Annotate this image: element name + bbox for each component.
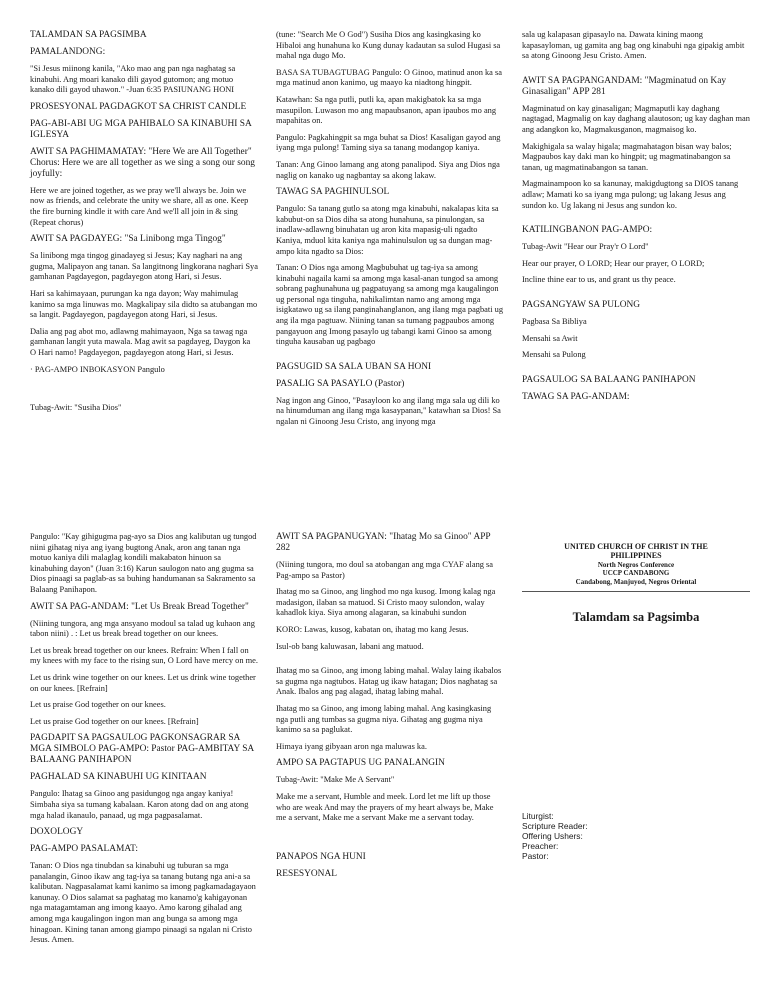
- paghinulsol-tanan: Tanan: O Dios nga among Magbubuhat ug tag-iya sa among kinabuhi nagaila kami sa among mga kasal-anan tungod sa among sobrang paghunahuna ug pagpatuyang sa among mga kaugalingon ug personal nga tinguha, nahikalimtan namo ang among mga isigkatawo ug sa ilang panginahanglanon, ang ilang mga pagbati ug ang ila mga pagtuaw. Niining tanan sa tumang pagpaubos among pangayuon ang Imong pasaylo ug tabangi kami Ginoo sa among tinguha kausaban ug pagbago: [276, 263, 504, 347]
- church-name-line2: PHILIPPINES: [610, 551, 662, 561]
- awit-pagdayeg-heading: AWIT SA PAGDAYEG: "Sa Linibong mga Tingog": [30, 234, 226, 245]
- doxology-heading: DOXOLOGY: [30, 827, 84, 838]
- pagdayeg-verse-1: Sa linibong mga tingog ginadayeg si Jesus; Kay naghari na ang gugma, Malipayon ang tanan. Sa langitnong lingkorana naghari Sya gamhanan Pagdayegon, pagdayegon atong Hari, si Jesus.: [30, 251, 258, 282]
- awit-pagandam-heading: AWIT SA PAG-ANDAM: "Let Us Break Bread Together": [30, 601, 249, 612]
- role-pastor: Pastor:: [522, 850, 549, 861]
- pagsaulog-heading: PAGSAULOG SA BALAANG PANIHAPON: [522, 374, 696, 385]
- pasalig-text: Nag ingon ang Ginoo, "Pasayloon ko ang ilang mga sala ug dili ko na hinumduman ang ilang mga kasaypanan," katawhan sa Dios! Sa ngalan ni Ginoong Jesu Cristo, ang inyong mga: [276, 395, 501, 427]
- ampo-heading: AMPO SA PAGTAPUS UG PANALANGIN: [276, 758, 445, 769]
- break-bread-verse-2: Let us drink wine together on our knees. Let us drink wine together on our knees. [Refrain]: [30, 672, 256, 693]
- paghalad-text: Pangulo: Ihatag sa Ginoo ang pasidungog nga angay kaniya! Simbaha siya sa tumang kabalaan. Karon atong dad on ang atong mga halad ikanaulo, panaad, ug mga pagpasalamat.: [30, 789, 249, 820]
- roles-list: [522, 811, 750, 861]
- katilingbanon-tubag: Tubag-Awit "Hear our Pray'r O Lord": [522, 242, 649, 252]
- paghinulsol-pangulo: Pangulo: Sa tanang gutlo sa atong mga kinabuhi, nakalapas kita sa kabubut-on sa Dios diha sa atong hunahuna, sa pinulongan, sa inadlaw-adlawng binuhatan ug aron kita mapasig-uli ngadto Kaniya, mduol kita kaniya nga mahinulsulon ug sa dungan mag-ampo kita ngadto sa Dios:: [276, 204, 499, 256]
- pagpangandam-verse-2: Makighigala sa walay higala; magmahatagon bisan way balos; Magpaubos kay daki man ko hingpit; ug magmatinabangon sa tanan, ug magmatinabangon sa tanan.: [522, 141, 732, 172]
- niining-tungora-text: (Niining tungora, ang mga ansyano modoul sa talad ug kuhaon ang tabon niini) . : Let us break bread together on our knees.: [30, 618, 255, 639]
- church-address: Candabong, Manjuyod, Negros Oriental: [575, 577, 697, 586]
- servant-text: Make me a servant, Humble and meek. Lord let me lift up those who are weak And may the prayers of my heart always be, Make me a servant, Make me a servant Make me a servant today.: [276, 791, 494, 823]
- pagsugid-heading: PAGSUGID SA SALA UBAN SA HONI: [276, 361, 432, 372]
- church-name-line1: UNITED CHURCH OF CHRIST IN THE: [564, 542, 708, 551]
- pagpangandam-heading: AWIT SA PAGPANGANDAM: "Magminatud on Kay Ginasaligan" APP 281: [522, 75, 727, 97]
- hear-our-prayer: Hear our prayer, O LORD; Hear our prayer, O LORD;: [522, 258, 705, 268]
- katilingbanon-heading: KATILINGBANON PAG-AMPO:: [522, 225, 653, 236]
- pangulo-text: Pangulo: Pagkahingpit sa mga buhat sa Dios! Kasaligan gayod ang iyang mga pulong! Taming siya sa tanang modangop kaniya.: [276, 132, 501, 153]
- role-offering-ushers: Offering Ushers:: [522, 830, 583, 841]
- katawhan-text: Katawhan: Sa nga putli, putli ka, apan makigbatok ka sa mga masupilon. Luwason mo ang mapaubsanon, apan ipaubos mo ang mapahitas on.: [276, 94, 497, 126]
- pagpangandam-verse-1: Magminatud on kay ginasaligan; Magmaputli kay daghang nagtagad, Magmalig on kay daghang alautoson; ug kay daghan man ang adangkon ko, Magmakusganon, magmaisog ko.: [522, 103, 750, 134]
- himaya-line: Himaya iyang gibyaan aron nga maluwas ka.: [276, 741, 427, 751]
- local-church-name: UCCP CANDABONG: [602, 569, 670, 578]
- awit-paghimamatay-text: Here we are joined together, as we pray we'll always be. Join we now as friends, and celebrate the unity we share, all as one. Keep the fire burning kindle it with care And we'll all join in & sing (Repeat chorus): [30, 185, 249, 227]
- pamalandong-text: "Si Jesus miinong kanila, "Ako mao ang pan nga naghatag sa kinabuhi. Ang moari kanako dili gayod gutomon; ang motuo kanako dili gayod uhawon." -Juan 6:35 PASIUNANG HONI: [30, 64, 236, 95]
- panel-5: [276, 532, 504, 886]
- pasaylo-continuation: sala ug kalapasan gipasaylo na. Dawata kining maong kapasayloman, ug gamita ang bag ong kinabuhi nga gipakig ambit sa atong Ginoong Jesu Cristo. Amen.: [522, 30, 745, 61]
- break-bread-verse-1: Let us break bread together on our knees. Refrain: When I fall on my knees with my face to the rising sun, O Lord have mercy on me.: [30, 645, 258, 666]
- break-bread-verse-3: Let us praise God together on our knees.: [30, 700, 166, 710]
- koro-line: KORO: Lawas, kusog, kabatan on, ihatag mo kang Jesus.: [276, 624, 469, 634]
- tubagtubag-text: BASA SA TUBAGTUBAG Pangulo: O Ginoo, matinud anon ka sa mga matinud anon kanimo, ug maayo ka niadtong hingpit.: [276, 67, 502, 88]
- tubag-awit: Tubag-Awit: "Susiha Dios": [30, 403, 122, 413]
- pagdapit-heading: PAGDAPIT SA PAGSAULOG PAGKONSAGRAR SA MGA SIMBOLO PAG-AMPO: Pastor PAG-AMBITAY SA BALAANG PANIHAPON: [30, 733, 254, 766]
- panel-4: [30, 532, 258, 952]
- pagpanugyan-heading: AWIT SA PAGPANUGYAN: "Ihatag Mo sa Ginoo" APP 282: [276, 532, 491, 553]
- pagbasa-bibliya: Pagbasa Sa Bibliya: [522, 316, 587, 326]
- break-bread-verse-4: Let us praise God together on our knees. [Refrain]: [30, 716, 199, 726]
- pagpangandam-verse-3: Magmainampoon ko sa kanunay, makigdugtong sa DIOS tanang adlaw; Mamati ko sa iyang mga pulong; ug lakang Jesus ang sundon ko. Ug lakang ni Jesus ang sundon ko.: [522, 179, 739, 210]
- pamalandong-label: PAMALANDONG:: [30, 47, 106, 57]
- invocation-heading: · PAG-AMPO INBOKASYON Pangulo: [30, 364, 165, 374]
- incline-line: Incline thine ear to us, and grant us thy peace.: [522, 275, 676, 285]
- pagdayeg-verse-3: Dalia ang pag abot mo, adlawng mahimayaon, Nga sa tawag nga gamhanan langit yuta mawala. Mag awit sa pagdayeg, Daygon ka O Hari namo! Pagdayegon, pagdayegon atong Hari, si Jesus.: [30, 326, 251, 357]
- panel-3: [522, 30, 750, 409]
- bulletin-title: TALAMDAN SA PAGSIMBA: [30, 30, 147, 40]
- awit-paghimamatay-heading: AWIT SA PAGHIMAMATAY: "Here We are All Together" Chorus: Here we are all together as we sing a song our song joyfully:: [30, 146, 255, 179]
- cover-title: Talamdam sa Pagsimba: [572, 610, 700, 625]
- pagdayeg-verse-2: Hari sa kahimayaan, purungan ka nga dayon; Way mahimulag kanimo sa mga linuwas mo. Magkalipay sila didto sa atubangan mo sa langit. Pagdayegon, pagdayegon atong Hari, si Jesus.: [30, 288, 258, 320]
- header-divider: [522, 591, 750, 592]
- mensahi-awit: Mensahi sa Awit: [522, 333, 578, 343]
- ihatag-verse-3: Ihatag mo sa Ginoo, ang imong labing mahal. Ang kasingkasing nga putli ang tumbas sa gugma niya. Gihatag ang gugma niya kanimo sa sa paglukat.: [276, 703, 492, 735]
- panel-1: [30, 30, 258, 420]
- pasalamat-text: Tanan: O Dios nga tinubdan sa kinabuhi ug tuburan sa mga panalangin, Ginoo ikaw ang tag-iya sa tanang butang nga ani-a sa kalibutan. Nagpasalamat kami kanimo sa imong pagkamadagayaon kanunay. O Dios salamat sa paghatag mo kanamo'g kahigayonan nga matagamtaman ang imong kaayo. Amo karong gihalad ang among mga kaugalingon ingon man ang bunga sa among mga hinagoan. Kining tanan among giampo pinaagi sa ngalan ni Cristo Jesus. Amen.: [30, 861, 256, 945]
- tune-text: (tune: "Search Me O God") Susiha Dios ang kasingkasing ko Hibaloi ang hunahuna ko Kung dunay kadautan sa sulod Hugasi sa mahal nga dugo Mo.: [276, 30, 501, 61]
- mensahi-pulong: Mensahi sa Pulong: [522, 350, 586, 360]
- panapos-heading: PANAPOS NGA HUNI: [276, 851, 366, 862]
- resesyonal-heading: RESESYONAL: [276, 868, 337, 879]
- church-header: [522, 542, 750, 586]
- tanan-text: Tanan: Ang Ginoo lamang ang atong panalipod. Siya ang Dios nga naglig on kanako ug nagbantay sa akong lakaw.: [276, 159, 500, 180]
- role-liturgist: Liturgist:: [522, 810, 554, 821]
- ihatag-verse-2: Ihatag mo sa Ginoo, ang imong labing mahal. Walay laing ikabalos sa gugma nga nagtubos. Hatag ug ikaw hatagan; Dios naghatag sa Anak. Ibalos ang pag alagad, ihatag labing mahal.: [276, 666, 502, 697]
- isul-line: Isul-ob bang kaluwasan, labani ang matuod.: [276, 641, 424, 651]
- pagpanugyan-note: (Niining tungora, mo doul sa atobangan ang mga CYAF alang sa Pag-ampo sa Pastor): [276, 560, 494, 580]
- role-preacher: Preacher:: [522, 840, 559, 851]
- servant-tubag: Tubag-Awit: "Make Me A Servant": [276, 775, 395, 785]
- pasalig-heading: PASALIG SA PASAYLO (Pastor): [276, 378, 405, 389]
- tawag-pagandam-heading: TAWAG SA PAG-ANDAM:: [522, 391, 630, 402]
- prosesyonal-heading: PROSESYONAL PAGDAGKOT SA CHRIST CANDLE: [30, 101, 247, 112]
- pangulo-juan-text: Pangulo: "Kay gihigugma pag-ayo sa Dios ang kalibutan ug tungod niini gihatag niya ang iyang bugtong Anak, aron ang tanan nga motuo kaniya dili malaglag kondili makabaton hinuon sa kinabuhing dayon" (Juan 3:16) Karun saulogon nato ang gugma sa Dios pinaagi sa paglab-as sa buhing handumanan sa Sakramento sa Balaang Panihapon.: [30, 532, 257, 594]
- paghalad-heading: PAGHALAD SA KINABUHI UG KINITAAN: [30, 772, 207, 783]
- panel-6: [522, 542, 750, 861]
- pasalamat-heading: PAG-AMPO PASALAMAT:: [30, 844, 138, 855]
- pahibalo-heading: PAG-ABI-ABI UG MGA PAHIBALO SA KINABUHI SA IGLESYA: [30, 118, 252, 140]
- panel-2: [276, 30, 504, 434]
- conference-name: North Negros Conference: [597, 560, 675, 569]
- role-scripture-reader: Scripture Reader:: [522, 820, 588, 831]
- pagsangyaw-heading: PAGSANGYAW SA PULONG: [522, 299, 641, 310]
- paghinulsol-heading: TAWAG SA PAGHINULSOL: [276, 187, 390, 198]
- ihatag-verse-1: Ihatag mo sa Ginoo, ang linghod mo nga kusog. Imong kalag nga madasigon, ilaban sa matuod. Si Cristo maoy sulondon, walay kahadlok kiya. Siya among alagaran, sa kinabuhi sundon: [276, 587, 496, 618]
